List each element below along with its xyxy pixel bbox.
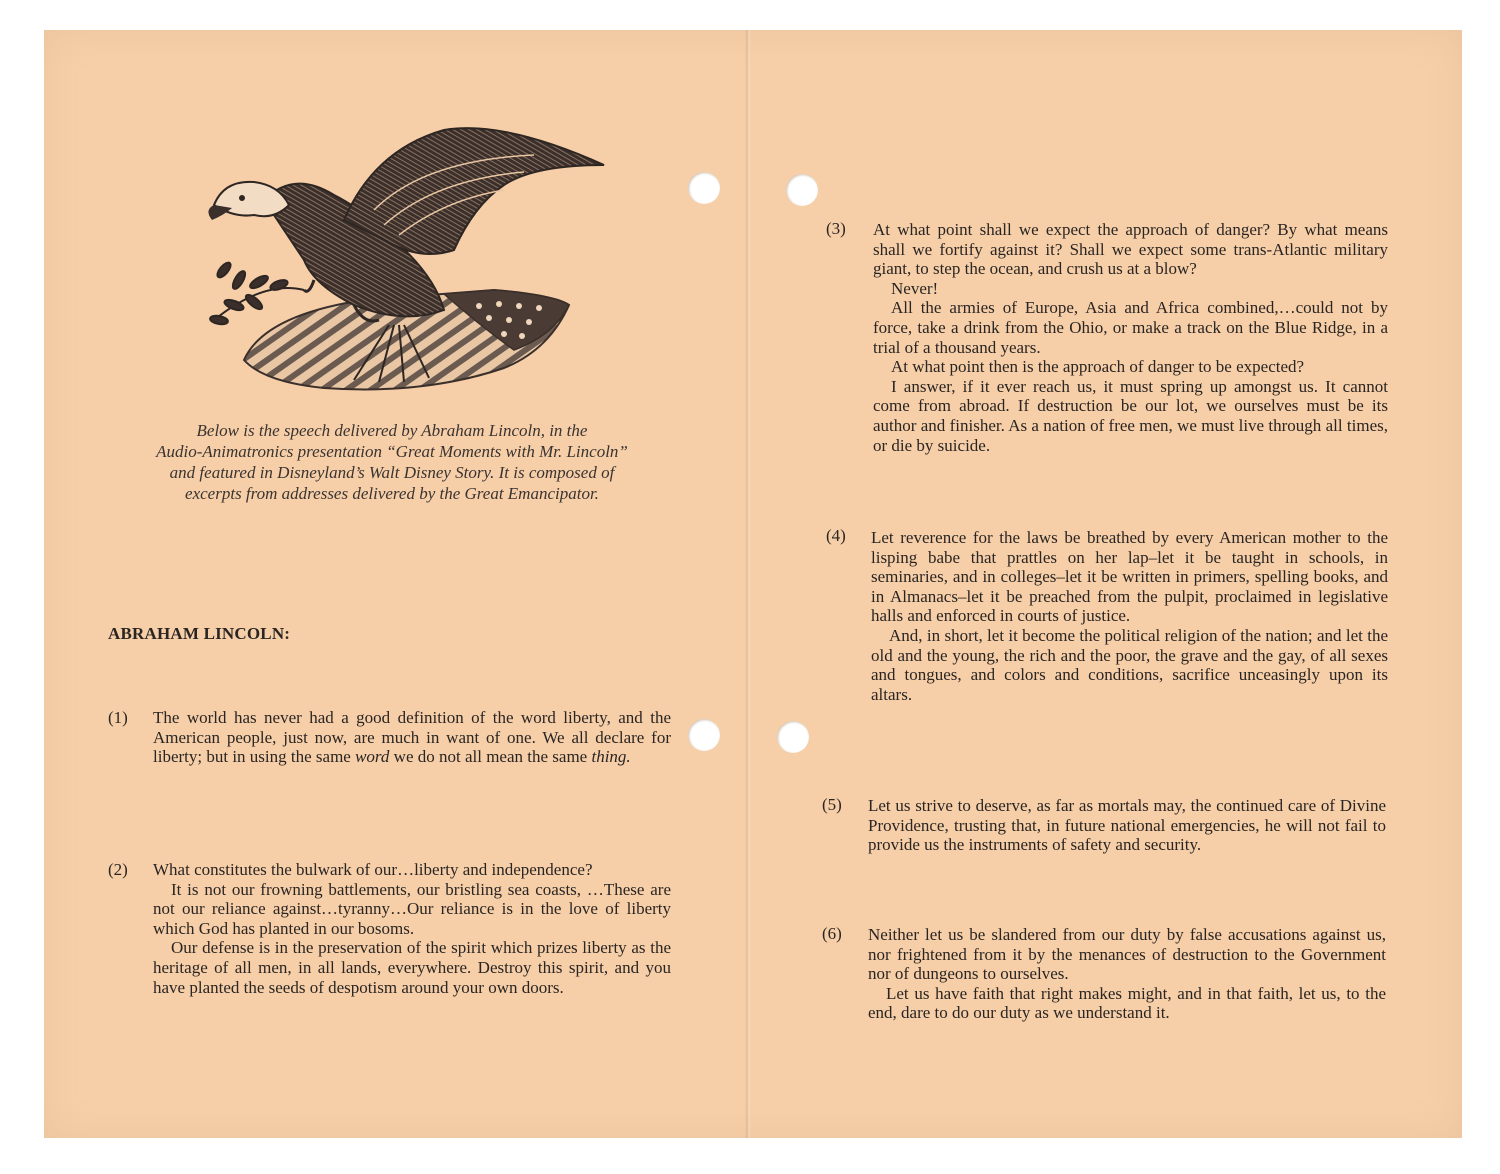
- punch-hole: [777, 721, 809, 753]
- section-paragraph: I answer, if it ever reach us, it must spring up amongst us. It cannot come from abroad. If destruction be our lot, we ourselves must be its author and finisher. As a nation of free men, we must live through all times, or die by suicide.: [873, 376, 1388, 455]
- section-2: [153, 860, 671, 997]
- section-number: (6): [822, 924, 842, 943]
- speaker-heading: ABRAHAM LINCOLN:: [108, 624, 291, 643]
- section-3: [873, 220, 1388, 455]
- section-paragraph: Let us have faith that right makes might, and in that faith, let us, to the end, dare to do our duty as we understand it.: [868, 983, 1386, 1023]
- section-paragraph: And, in short, let it become the political religion of the nation; and let the old and the young, the rich and the poor, the grave and the gay, of all sexes and tongues, and colors and conditions, sacrifice unceasingly upon its altars.: [871, 625, 1388, 704]
- section-paragraph: What constitutes the bulwark of our…liberty and independence?: [153, 860, 593, 879]
- section-paragraph: Let reverence for the laws be breathed by every American mother to the lisping babe that prattles on her lap–let it be taught in schools, in seminaries, and in colleges–let it be written in primers, spelling books, and in Almanacs–let it be preached from the pulpit, proclaimed in legislative halls and enforced in courts of justice.: [871, 528, 1388, 626]
- caption-line: Below is the speech delivered by Abraham Lincoln, in the: [196, 421, 588, 440]
- punch-hole: [688, 172, 720, 204]
- caption-line: excerpts from addresses delivered by the Great Emancipator.: [185, 484, 599, 503]
- caption-line: and featured in Disneyland’s Walt Disney Story. It is composed of: [169, 463, 615, 482]
- section-paragraph: Never!: [891, 278, 939, 298]
- section-paragraph: All the armies of Europe, Asia and Africa combined,…could not by force, take a drink from the Ohio, or make a track on the Blue Ridge, in a trial of a thousand years.: [873, 298, 1388, 357]
- section-paragraph: At what point then is the approach of danger to be expected?: [891, 357, 1305, 377]
- section-paragraph: Let us strive to deserve, as far as mortals may, the continued care of Divine Providence, trusting that, in future national emergencies, he will not fail to provide us the instruments of safety and security.: [868, 796, 1386, 855]
- intro-caption: [112, 420, 672, 504]
- section-paragraph: [153, 708, 671, 767]
- emphasis-word: word: [355, 747, 390, 767]
- section-paragraph: It is not our frowning battlements, our bristling sea coasts, …These are not our reliance against…tyranny…Our reliance is in the love of liberty which God has planted in our bosoms.: [153, 879, 671, 938]
- section-number: (5): [822, 795, 842, 814]
- eagle-shield-icon: [204, 110, 614, 400]
- section-5: [868, 796, 1386, 855]
- center-fold: [745, 30, 751, 1138]
- emphasis-word: thing.: [591, 747, 631, 767]
- text-run: The world has never had a good definition of the word liberty, and the American people, just now, are much in want of one. We all declare for liberty; but in using the same: [153, 708, 671, 767]
- section-1: [153, 708, 671, 767]
- section-number: (2): [108, 860, 128, 879]
- text-run: we do not all mean the same: [389, 747, 592, 767]
- section-paragraph: Our defense is in the preservation of the spirit which prizes liberty as the heritage of all men, in all lands, everywhere. Destroy this spirit, and you have planted the seeds of despotism around your own doors.: [153, 938, 671, 997]
- section-paragraph: Neither let us be slandered from our duty by false accusations against us, nor frightened from it by the menances of destruction to the Government nor of dungeons to ourselves.: [868, 925, 1386, 984]
- section-6: [868, 925, 1386, 1023]
- section-paragraph: At what point shall we expect the approach of danger? By what means shall we fortify against it? Shall we expect some trans-Atlantic military giant, to step the ocean, and crush us at a blow?: [873, 220, 1388, 279]
- caption-line: Audio-Animatronics presentation “Great Moments with Mr. Lincoln”: [156, 442, 628, 461]
- punch-hole: [688, 719, 720, 751]
- section-number: (1): [108, 708, 128, 727]
- section-4: [871, 528, 1388, 704]
- section-number: (3): [826, 219, 846, 238]
- punch-hole: [786, 174, 818, 206]
- section-number: (4): [826, 526, 846, 545]
